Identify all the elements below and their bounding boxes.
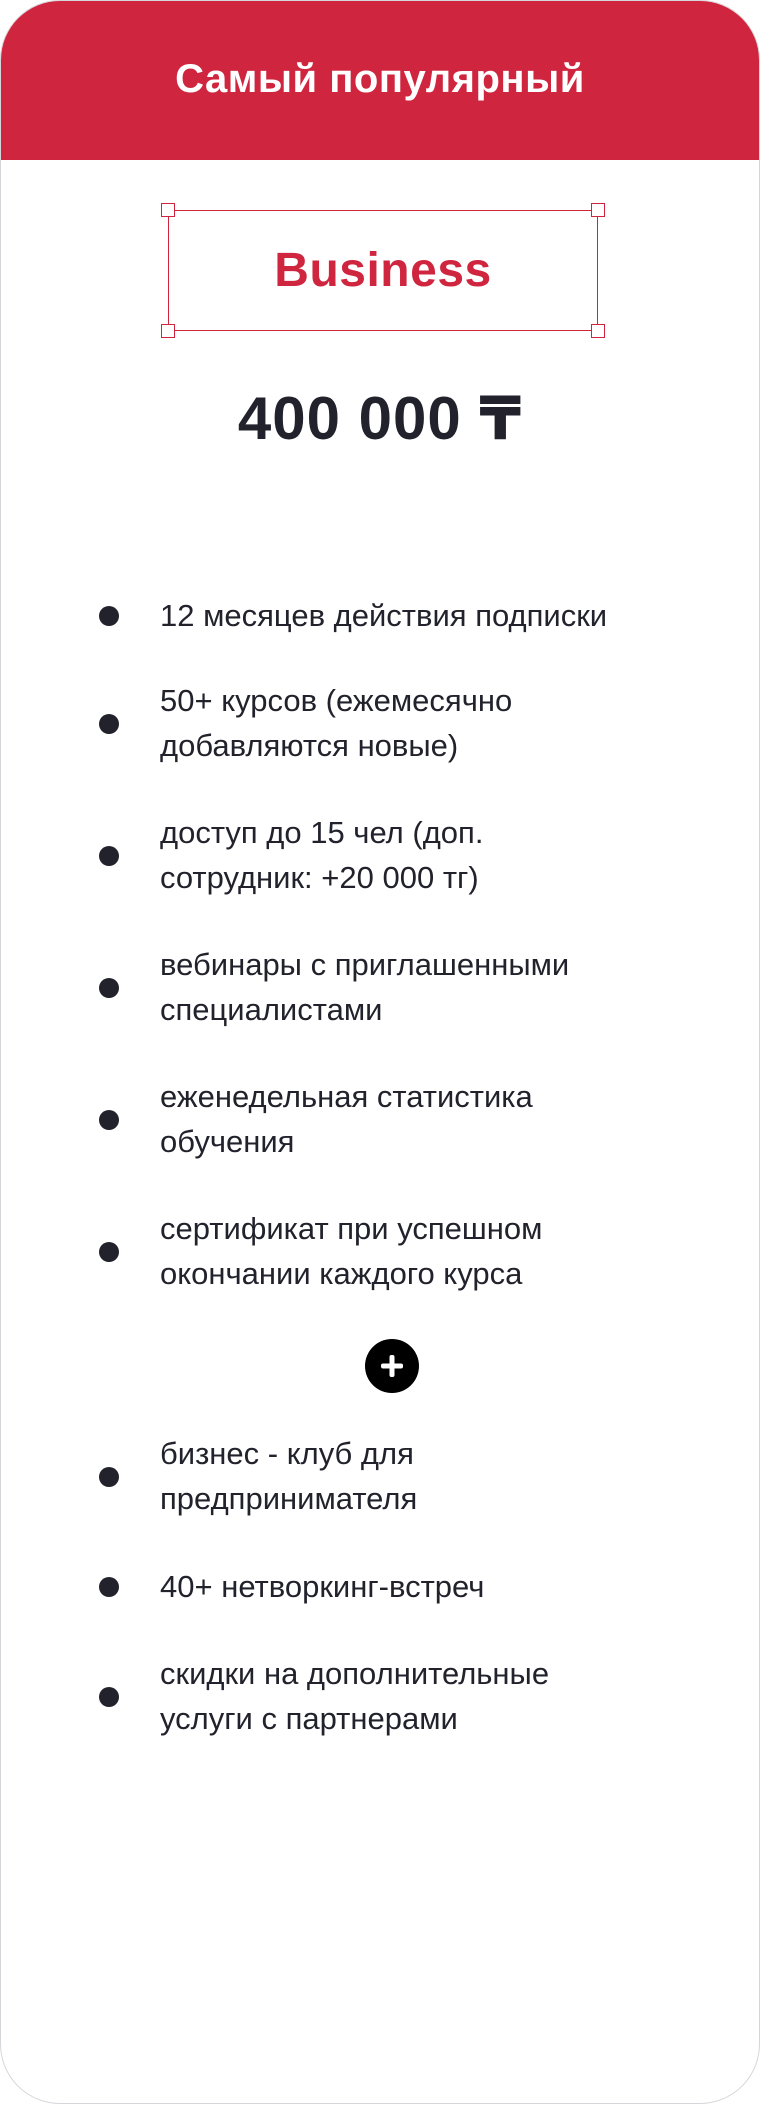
bullet-icon <box>99 846 119 866</box>
resize-handle-top-right[interactable] <box>591 203 605 217</box>
bullet-icon <box>99 1687 119 1707</box>
resize-handle-top-left[interactable] <box>161 203 175 217</box>
plus-circle-icon <box>365 1339 419 1393</box>
bullet-icon <box>99 1467 119 1487</box>
feature-text: 50+ курсов (ежемесячно добавляются новые) <box>160 683 513 763</box>
feature-text: сертификат при успешном окончании каждого курса <box>160 1211 543 1291</box>
feature-text: еженедельная статистика обучения <box>160 1079 533 1159</box>
bullet-icon <box>99 1242 119 1262</box>
feature-text: бизнес - клуб для предпринимателя <box>160 1436 418 1516</box>
bullet-icon <box>99 714 119 734</box>
resize-handle-bottom-right[interactable] <box>591 324 605 338</box>
bullet-icon <box>99 1577 119 1597</box>
bullet-icon <box>99 1110 119 1130</box>
list-item <box>1 1206 759 1296</box>
list-item <box>1 1074 759 1164</box>
list-item <box>1 1564 759 1609</box>
bullet-icon <box>99 978 119 998</box>
feature-text: 40+ нетворкинг-встреч <box>160 1569 485 1604</box>
plan-price: 400 000 ₸ <box>237 385 523 452</box>
feature-text: доступ до 15 чел (доп. сотрудник: +20 000 тг) <box>160 815 484 895</box>
feature-text: вебинары с приглашенными специалистами <box>160 947 570 1027</box>
resize-handle-bottom-left[interactable] <box>161 324 175 338</box>
banner-label: Самый популярный <box>175 57 585 101</box>
list-item <box>1 1651 759 1741</box>
plan-name-box[interactable] <box>168 210 598 331</box>
feature-text: 12 месяцев действия подписки <box>160 598 608 633</box>
list-item <box>1 678 759 768</box>
list-item <box>1 942 759 1032</box>
plan-name: Business <box>274 244 492 297</box>
popular-banner <box>1 1 759 160</box>
list-item <box>1 1431 759 1521</box>
list-item <box>1 593 759 638</box>
list-item <box>1 810 759 900</box>
feature-text: скидки на дополнительные услуги с партнерами <box>160 1656 550 1736</box>
bullet-icon <box>99 606 119 626</box>
